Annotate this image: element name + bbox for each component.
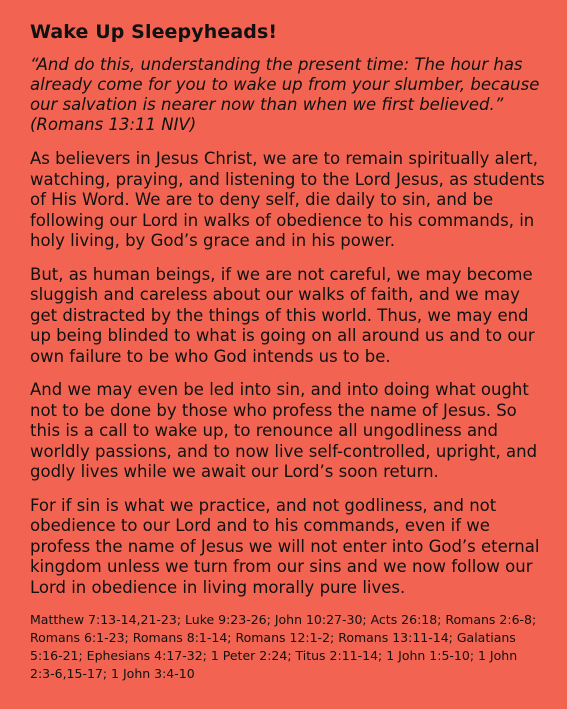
page-title: Wake Up Sleepyheads!	[30, 21, 278, 43]
paragraph-1: As believers in Jesus Christ, we are to remain spiritually alert, watching, praying, and listening to the Lord Jesus, as students of His Word. We are to deny self, die daily to sin, and be following our Lord in walks of obedience to his commands, in holy living, by God’s grace and in his power.	[30, 149, 545, 250]
paragraph-3: And we may even be led into sin, and into doing what ought not to be done by those who profess the name of Jesus. So this is a call to wake up, to renounce all ungodliness and worldly passions, and to now live self-controlled, upright, and godly lives while we await our Lord’s soon return.	[30, 380, 538, 481]
scripture-quote: “And do this, understanding the present time: The hour has already come for you to wake up from your slumber, because our salvation is nearer now than when we first believed.” (Romans 13:11 NIV)	[30, 55, 540, 134]
paragraph-4: For if sin is what we practice, and not godliness, and not obedience to our Lord and to his commands, even if we profess the name of Jesus we will not enter into God’s eternal kingdom unless we turn from our sins and we now follow our Lord in obedience in living morally pure lives.	[30, 495, 540, 597]
paragraph-2: But, as human beings, if we are not careful, we may become sluggish and careless about our walks of faith, and we may get distracted by the things of this world. Thus, we may end up being blinded to what is going on all around us and to our own failure to be who God intends us to be.	[30, 264, 535, 366]
scripture-references: Matthew 7:13-14,21-23; Luke 9:23-26; John 10:27-30; Acts 26:18; Romans 2:6-8; Romans 6:1-23; Romans 8:1-14; Romans 12:1-2; Romans 13:11-14; Galatians 5:16-21; Ephesians 4:17-32; 1 Peter 2:24; Titus 2:11-14; 1 John 1:5-10; 1 John 2:3-6,15-17; 1 John 3:4-10	[30, 612, 537, 681]
